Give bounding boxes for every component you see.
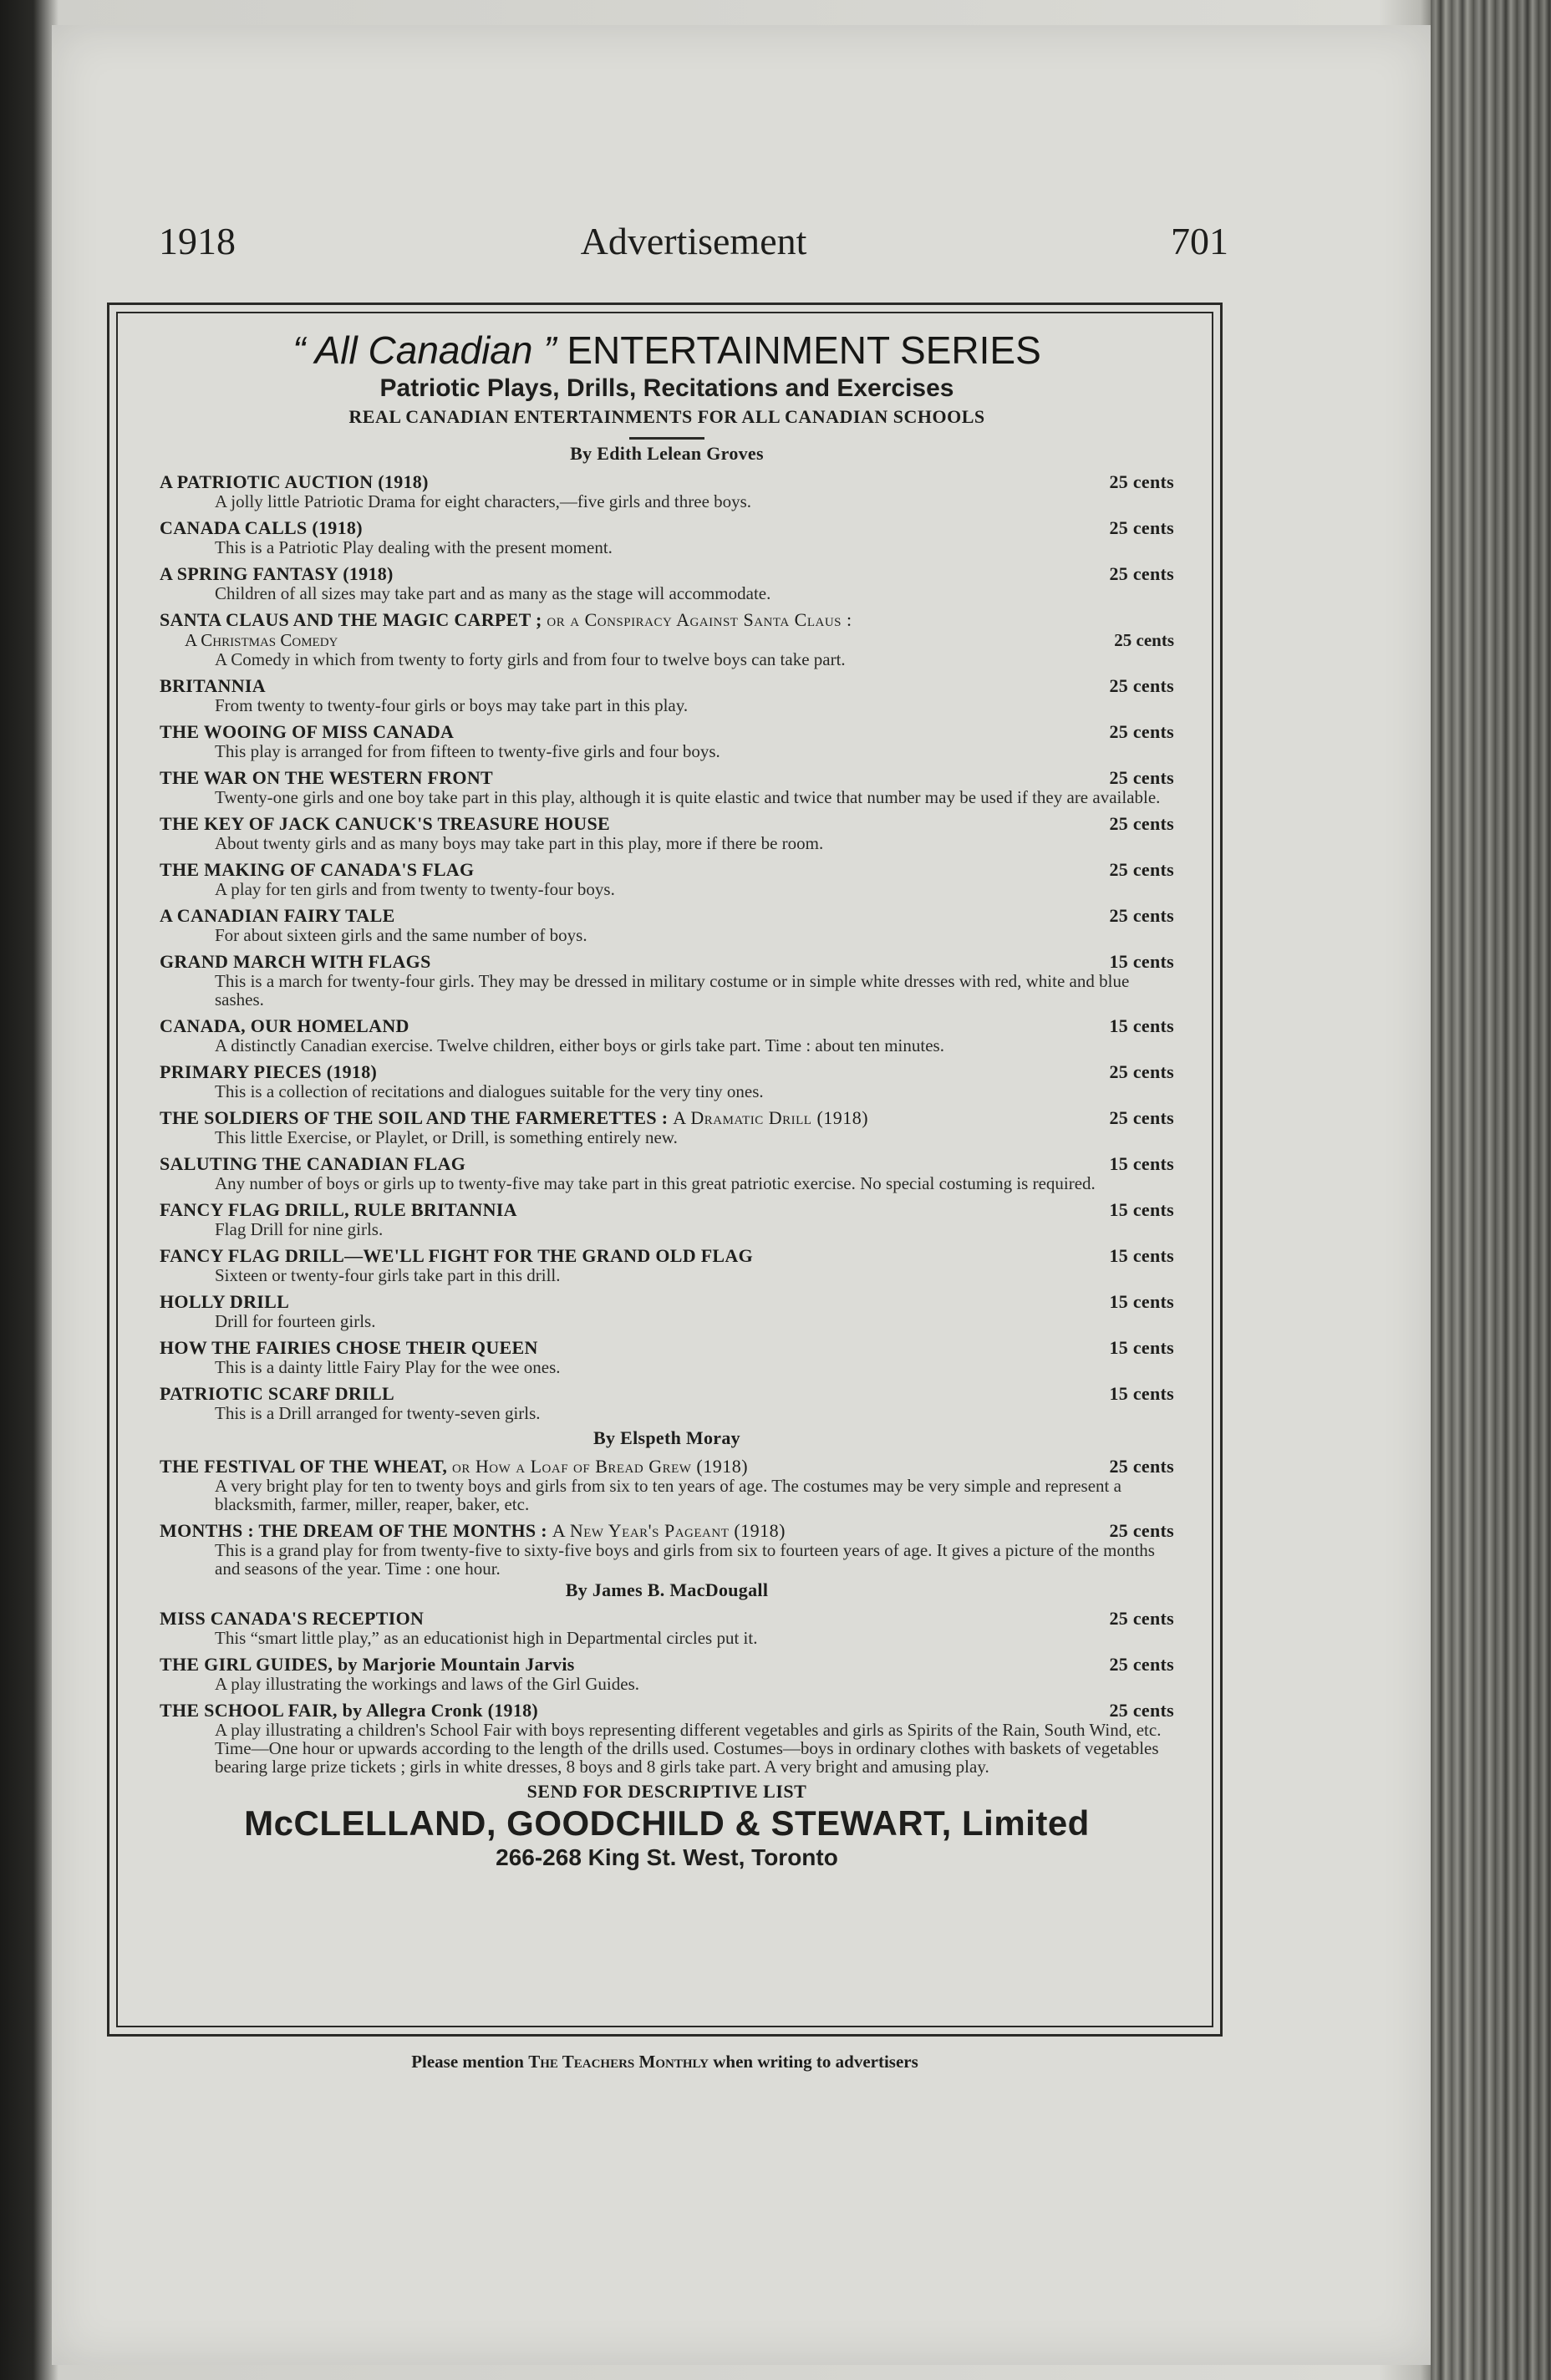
entry-title: SALUTING THE CANADIAN FLAG	[160, 1153, 466, 1174]
entry-description: Drill for fourteen girls.	[215, 1311, 376, 1331]
entry-price: 15 cents	[1109, 1383, 1174, 1404]
entry-description: A Comedy in which from twenty to forty girls and from four to twelve boys can take part.	[215, 649, 846, 669]
entry-price: 25 cents	[1109, 1700, 1174, 1721]
entry-title: MONTHS : THE DREAM OF THE MONTHS :	[160, 1520, 547, 1541]
entry-title: HOW THE FAIRIES CHOSE THEIR QUEEN	[160, 1337, 538, 1358]
entry-description: Sixteen or twenty-four girls take part in this drill.	[215, 1265, 561, 1285]
entry-title-line	[160, 813, 610, 834]
entry-price: 15 cents	[1109, 1337, 1174, 1358]
entry-title: PATRIOTIC SCARF DRILL	[160, 1383, 394, 1404]
catalog-entry	[160, 1015, 1174, 1055]
entry-title: THE WAR ON THE WESTERN FRONT	[160, 767, 493, 788]
entry-price: 25 cents	[1109, 813, 1174, 834]
entry-title-line	[160, 721, 454, 742]
entry-heading	[160, 1700, 1174, 1721]
entry-description: A play for ten girls and from twenty to twenty-four boys.	[215, 879, 615, 899]
entry-title-line	[160, 563, 394, 584]
entry-title-line	[160, 1608, 424, 1629]
entry-description: Children of all sizes may take part and as many as the stage will accommodate.	[215, 583, 771, 603]
entry-title: A SPRING FANTASY (1918)	[160, 563, 394, 584]
page-footer	[107, 2052, 1223, 2072]
entry-title-line	[160, 1245, 753, 1266]
entry-price: 25 cents	[1109, 859, 1174, 880]
entry-description: This is a Patriotic Play dealing with the present moment.	[215, 537, 613, 557]
entry-price: 25 cents	[1109, 905, 1174, 926]
entry-description: A play illustrating the workings and laws of the Girl Guides.	[215, 1674, 640, 1694]
catalog-entry	[160, 1520, 1174, 1578]
entry-description: A very bright play for ten to twenty boys and girls from six to ten years of age. The costumes may be very simple and represent a blacksmith, farmer, miller, reaper, baker, etc.	[215, 1476, 1121, 1514]
entry-description: This is a grand play for from twenty-five to sixty-five boys and girls from six to fourteen years of age. It gives a picture of the months and seasons of the year. Time : one hour.	[215, 1540, 1155, 1579]
entries-group-macdougall	[160, 1608, 1174, 1776]
entry-heading	[160, 859, 1174, 880]
author-heading: By Elspeth Moray	[593, 1427, 740, 1448]
footer-text-before: Please mention	[411, 2052, 524, 2072]
entry-description: This little Exercise, or Playlet, or Drill, is something entirely new.	[215, 1127, 678, 1147]
entry-heading	[160, 675, 1174, 696]
entry-price: 25 cents	[1109, 471, 1174, 492]
entry-description: This is a march for twenty-four girls. They may be dressed in military costume or in simple white dresses with red, white and blue sashes.	[215, 971, 1130, 1009]
entry-price: 15 cents	[1109, 1199, 1174, 1220]
footer-text-after: when writing to advertisers	[713, 2052, 918, 2072]
advertisement-box	[107, 303, 1223, 2037]
entries-group-groves	[160, 471, 1174, 1422]
entry-price: 25 cents	[1109, 563, 1174, 584]
entry-price: 25 cents	[1109, 1061, 1174, 1082]
header-year: 1918	[159, 220, 236, 262]
entry-description: This is a collection of recitations and dialogues suitable for the very tiny ones.	[215, 1081, 764, 1101]
catalog-entry	[160, 1608, 1174, 1647]
catalog-entry	[160, 1654, 1174, 1693]
entry-description: A distinctly Canadian exercise. Twelve children, either boys or girls take part. Time : about ten minutes.	[215, 1035, 944, 1055]
entry-title-line	[160, 905, 395, 926]
series-name: ENTERTAINMENT SERIES	[567, 328, 1041, 372]
entry-title-line	[160, 951, 431, 972]
entry-heading	[160, 767, 1174, 788]
entry-title: THE WOOING OF MISS CANADA	[160, 721, 455, 742]
entry-description: A play illustrating a children's School Fair with boys representing different vegetables and girls as Spirits of the Rain, South Wind, etc. Time—One hour or upwards according to the length of the drills used. Costumes—boys in ordinary clothes with baskets of vegetables bearing large prize tickets ; girls in white dresses, 8 boys and 8 girls take part. A very bright and amusing play.	[215, 1720, 1162, 1777]
entry-heading	[160, 1199, 1174, 1220]
entry-heading	[160, 1153, 1174, 1174]
entry-title: PRIMARY PIECES (1918)	[160, 1061, 378, 1082]
entry-price: 15 cents	[1109, 1291, 1174, 1312]
entry-title-line	[160, 859, 474, 880]
entry-description: This play is arranged for from fifteen to twenty-five girls and four boys.	[215, 741, 720, 761]
entry-heading	[160, 1291, 1174, 1312]
entry-description: About twenty girls and as many boys may take part in this play, more if there be room.	[215, 833, 824, 853]
catalog-entry	[160, 609, 1174, 669]
entry-price: 25 cents	[1114, 630, 1174, 650]
book-spine	[1431, 0, 1551, 2380]
entry-heading	[160, 1337, 1174, 1358]
series-tagline: REAL CANADIAN ENTERTAINMENTS FOR ALL CANADIAN SCHOOLS	[348, 406, 985, 427]
catalog-entry	[160, 471, 1174, 511]
entry-heading	[160, 951, 1174, 972]
entry-price: 25 cents	[1109, 1456, 1174, 1477]
catalog-entry	[160, 859, 1174, 898]
entry-title-line	[160, 1383, 394, 1404]
entry-title-line	[160, 1520, 786, 1541]
entry-heading	[160, 563, 1174, 584]
entry-price: 25 cents	[1109, 1107, 1174, 1128]
entry-title-line	[160, 675, 266, 696]
catalog-entry	[160, 951, 1174, 1009]
entry-title-line	[160, 1015, 409, 1036]
entry-title-line	[160, 1456, 748, 1477]
entry-price: 15 cents	[1109, 1245, 1174, 1266]
entry-title-line	[160, 609, 852, 630]
entry-heading	[160, 1456, 1174, 1477]
entry-heading	[160, 1245, 1174, 1266]
entry-heading	[160, 1383, 1174, 1404]
catalog-entry	[160, 1337, 1174, 1376]
entry-title: GRAND MARCH WITH FLAGS	[160, 951, 431, 972]
page-header	[159, 219, 1228, 269]
entry-title: FANCY FLAG DRILL, RULE BRITANNIA	[160, 1199, 517, 1220]
divider-rule	[629, 437, 704, 440]
entry-heading	[160, 1061, 1174, 1082]
entry-title-line	[160, 471, 429, 492]
entry-description: From twenty to twenty-four girls or boys may take part in this play.	[215, 695, 689, 715]
entry-price: 25 cents	[1109, 1520, 1174, 1541]
catalog-entry	[160, 1199, 1174, 1238]
catalog-entry	[160, 1153, 1174, 1193]
entry-description: Any number of boys or girls up to twenty-five may take part in this great patriotic exercise. No special costuming is required.	[215, 1173, 1096, 1193]
entry-title: MISS CANADA'S RECEPTION	[160, 1608, 425, 1629]
entry-title-line	[160, 517, 363, 538]
series-quote: “ All Canadian ”	[292, 328, 557, 372]
catalog-entry	[160, 1107, 1174, 1147]
entry-title: BRITANNIA	[160, 675, 266, 696]
entry-title-line	[160, 1291, 289, 1312]
entry-description: This is a Drill arranged for twenty-seven girls.	[215, 1403, 541, 1423]
author-heading: By Edith Lelean Groves	[570, 443, 764, 464]
entry-heading	[160, 609, 1174, 630]
entry-heading	[160, 517, 1174, 538]
entry-title: CANADA CALLS (1918)	[160, 517, 363, 538]
entry-price: 25 cents	[1109, 517, 1174, 538]
entry-title-subtitle: A Dramatic Drill (1918)	[673, 1107, 869, 1128]
entry-heading	[160, 813, 1174, 834]
entry-subheading	[160, 630, 1174, 650]
entry-title-line	[160, 1700, 538, 1721]
entry-title: THE KEY OF JACK CANUCK'S TREASURE HOUSE	[160, 813, 610, 834]
entry-description: For about sixteen girls and the same number of boys.	[215, 925, 587, 945]
advertisement-content	[160, 328, 1174, 1871]
entry-price: 15 cents	[1109, 951, 1174, 972]
entry-title: THE SOLDIERS OF THE SOIL AND THE FARMERETTES :	[160, 1107, 669, 1128]
entry-heading	[160, 1654, 1174, 1675]
entry-title: THE SCHOOL FAIR, by Allegra Cronk (1918)	[160, 1700, 539, 1721]
entry-title-subtitle: or a Conspiracy Against Santa Claus :	[547, 609, 852, 630]
entry-price: 25 cents	[1109, 721, 1174, 742]
entry-description: This “smart little play,” as an educationist high in Departmental circles put it.	[215, 1628, 758, 1648]
entry-heading	[160, 721, 1174, 742]
entry-price: 15 cents	[1109, 1015, 1174, 1036]
catalog-entry	[160, 517, 1174, 557]
entry-title-line	[160, 1107, 868, 1128]
entry-description: This is a dainty little Fairy Play for the wee ones.	[215, 1357, 561, 1377]
entry-title-line	[160, 1061, 377, 1082]
entry-heading	[160, 1107, 1174, 1128]
entry-title-subtitle: or How a Loaf of Bread Grew (1918)	[452, 1456, 749, 1477]
entry-price: 25 cents	[1109, 767, 1174, 788]
entry-title: FANCY FLAG DRILL—WE'LL FIGHT FOR THE GRAND OLD FLAG	[160, 1245, 754, 1266]
entries-group-moray	[160, 1456, 1174, 1578]
entry-price: 25 cents	[1109, 1654, 1174, 1675]
publisher-name: McCLELLAND, GOODCHILD & STEWART, Limited	[244, 1803, 1090, 1843]
entry-title: SANTA CLAUS AND THE MAGIC CARPET ;	[160, 609, 542, 630]
catalog-entry	[160, 721, 1174, 760]
entry-title-line	[160, 1337, 538, 1358]
entry-title-line	[160, 767, 493, 788]
entry-title: CANADA, OUR HOMELAND	[160, 1015, 409, 1036]
entry-heading	[160, 1520, 1174, 1541]
entry-heading	[160, 905, 1174, 926]
catalog-entry	[160, 1291, 1174, 1330]
footer-magazine-name: The Teachers Monthly	[528, 2052, 709, 2072]
send-for-list: SEND FOR DESCRIPTIVE LIST	[526, 1781, 807, 1802]
entry-title-subtitle: A New Year's Pageant (1918)	[552, 1520, 786, 1541]
catalog-entry	[160, 1383, 1174, 1422]
catalog-entry	[160, 905, 1174, 944]
entry-price: 25 cents	[1109, 675, 1174, 696]
header-page-number: 701	[1171, 220, 1228, 262]
entry-title-line	[160, 1153, 465, 1174]
entry-title-line	[160, 1199, 517, 1220]
entry-title: HOLLY DRILL	[160, 1291, 290, 1312]
entry-price: 25 cents	[1109, 1608, 1174, 1629]
entry-heading	[160, 1608, 1174, 1629]
entry-description: Twenty-one girls and one boy take part in this play, although it is quite elastic and twice that number may be used if they are available.	[215, 787, 1161, 807]
entry-genre: A Christmas Comedy	[185, 630, 338, 650]
catalog-entry	[160, 675, 1174, 715]
entry-title: THE FESTIVAL OF THE WHEAT,	[160, 1456, 448, 1477]
series-title	[160, 328, 1174, 372]
entry-heading	[160, 1015, 1174, 1036]
catalog-entry	[160, 1245, 1174, 1284]
entry-description: Flag Drill for nine girls.	[215, 1219, 384, 1239]
entry-price: 15 cents	[1109, 1153, 1174, 1174]
entry-title: A CANADIAN FAIRY TALE	[160, 905, 395, 926]
catalog-entry	[160, 767, 1174, 806]
catalog-entry	[160, 1061, 1174, 1101]
entry-title-line	[160, 1654, 575, 1675]
series-subtitle: Patriotic Plays, Drills, Recitations and Exercises	[379, 374, 954, 402]
header-title: Advertisement	[580, 220, 807, 262]
entry-title: THE GIRL GUIDES, by Marjorie Mountain Jarvis	[160, 1654, 575, 1675]
publisher-address: 266-268 King St. West, Toronto	[496, 1844, 838, 1870]
entry-description: A jolly little Patriotic Drama for eight characters,—five girls and three boys.	[215, 491, 752, 511]
catalog-entry	[160, 1456, 1174, 1513]
catalog-entry	[160, 813, 1174, 852]
author-heading: By James B. MacDougall	[565, 1579, 769, 1600]
catalog-entry	[160, 1700, 1174, 1776]
catalog-entry	[160, 563, 1174, 603]
entry-title: THE MAKING OF CANADA'S FLAG	[160, 859, 475, 880]
entry-title: A PATRIOTIC AUCTION (1918)	[160, 471, 429, 492]
entry-heading	[160, 471, 1174, 492]
